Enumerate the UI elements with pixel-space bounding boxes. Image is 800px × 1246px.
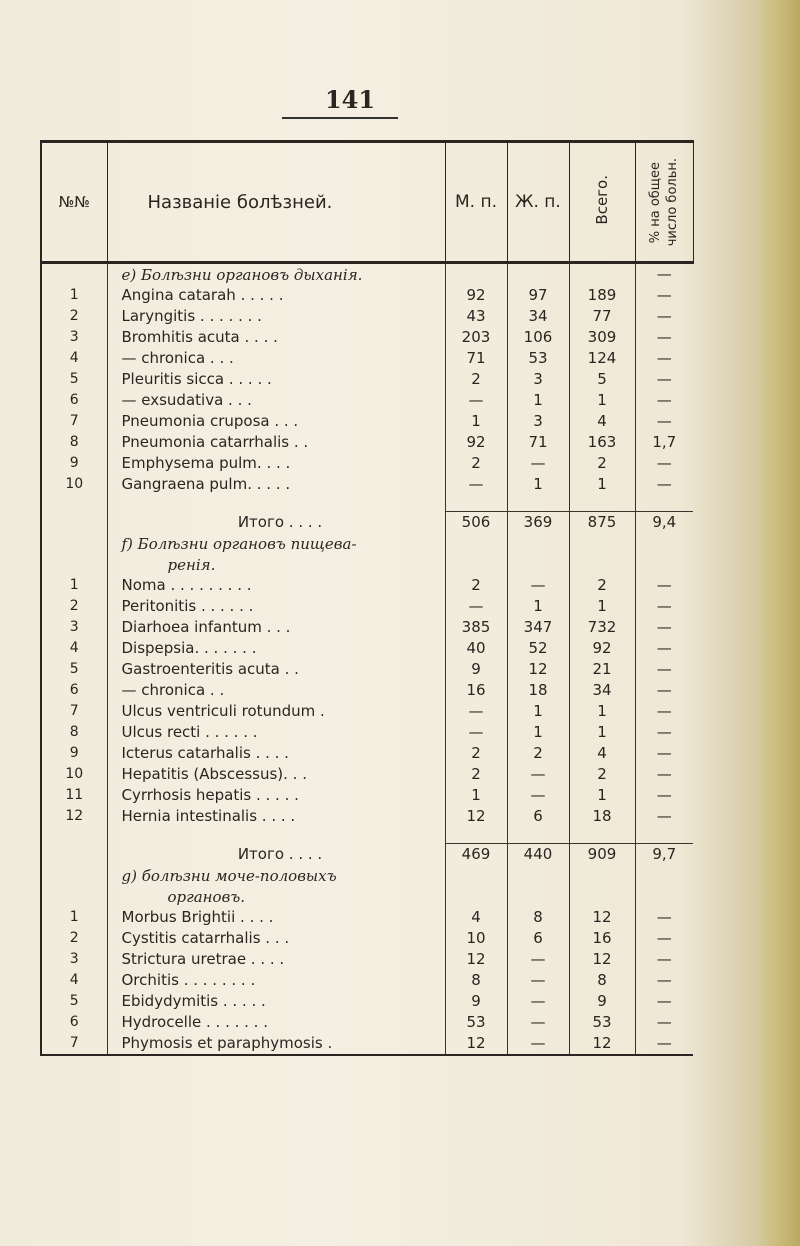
percent-value: — xyxy=(635,369,693,390)
disease-name: Icterus catarhalis . . . . xyxy=(107,743,445,764)
percent-value: — xyxy=(635,453,693,474)
disease-name: Gastroenteritis acuta . . xyxy=(107,659,445,680)
row-number-empty xyxy=(41,263,107,286)
total-count: 2 xyxy=(569,575,635,596)
male-empty xyxy=(445,554,507,575)
male-count: 53 xyxy=(445,1012,507,1033)
total-count: 163 xyxy=(569,432,635,453)
spacer-cell xyxy=(507,495,569,512)
female-count: — xyxy=(507,949,569,970)
section-title: ренія. xyxy=(107,554,445,575)
disease-name: Strictura uretrae . . . . xyxy=(107,949,445,970)
percent-total: 9,7 xyxy=(635,844,693,866)
row-number: 7 xyxy=(41,1033,107,1055)
row-number: 2 xyxy=(41,596,107,617)
female-count: 53 xyxy=(507,348,569,369)
male-empty xyxy=(445,263,507,286)
male-count: 1 xyxy=(445,785,507,806)
spacer-cell xyxy=(41,495,107,512)
page-number: 141 xyxy=(324,85,376,114)
percent-value: — xyxy=(635,949,693,970)
total-count: 5 xyxy=(569,369,635,390)
table-body xyxy=(41,263,693,1056)
row-number-empty xyxy=(41,865,107,886)
spacer-cell xyxy=(445,495,507,512)
disease-name: — exsudativa . . . xyxy=(107,390,445,411)
spacer-cell xyxy=(569,495,635,512)
row-number-empty xyxy=(41,533,107,554)
header-number: №№ xyxy=(41,142,107,263)
percent-value: — xyxy=(635,659,693,680)
header-total xyxy=(569,142,635,263)
row-number: 9 xyxy=(41,743,107,764)
row-number: 11 xyxy=(41,785,107,806)
row-number-empty xyxy=(41,512,107,534)
disease-name: Gangraena pulm. . . . . xyxy=(107,474,445,495)
row-number-empty xyxy=(41,886,107,907)
female-empty xyxy=(507,554,569,575)
spacer-row xyxy=(41,495,693,512)
male-count: — xyxy=(445,474,507,495)
disease-name: Angina catarah . . . . . xyxy=(107,285,445,306)
male-count: 12 xyxy=(445,949,507,970)
male-count: 8 xyxy=(445,970,507,991)
spacer-cell xyxy=(635,495,693,512)
female-count: 3 xyxy=(507,411,569,432)
percent-value: — xyxy=(635,806,693,827)
row-number: 1 xyxy=(41,575,107,596)
row-number: 5 xyxy=(41,659,107,680)
disease-name: — chronica . . . xyxy=(107,348,445,369)
female-count: 2 xyxy=(507,743,569,764)
percent-value: — xyxy=(635,764,693,785)
total-row xyxy=(41,844,693,866)
total-count: 8 xyxy=(569,970,635,991)
male-empty xyxy=(445,533,507,554)
spacer-row xyxy=(41,827,693,844)
male-total: 506 xyxy=(445,512,507,534)
male-count: — xyxy=(445,701,507,722)
table-row xyxy=(41,1033,693,1055)
table-row xyxy=(41,306,693,327)
table-row xyxy=(41,907,693,928)
row-number-empty xyxy=(41,554,107,575)
table-row xyxy=(41,617,693,638)
male-count: 10 xyxy=(445,928,507,949)
disease-name: Cystitis catarrhalis . . . xyxy=(107,928,445,949)
male-count: — xyxy=(445,596,507,617)
total-count: 92 xyxy=(569,638,635,659)
female-count: — xyxy=(507,1033,569,1055)
spacer-cell xyxy=(107,827,445,844)
spacer-cell xyxy=(635,827,693,844)
total-count: 1 xyxy=(569,722,635,743)
percent-value: — xyxy=(635,327,693,348)
total-count: 9 xyxy=(569,991,635,1012)
total-count: 1 xyxy=(569,596,635,617)
row-number: 4 xyxy=(41,638,107,659)
spacer-cell xyxy=(507,827,569,844)
total-count: 12 xyxy=(569,1033,635,1055)
male-count: 12 xyxy=(445,806,507,827)
table-row xyxy=(41,949,693,970)
header-percent-line1: % на общее xyxy=(648,161,663,243)
table-row xyxy=(41,1012,693,1033)
header-female: Ж. п. xyxy=(507,142,569,263)
female-count: 1 xyxy=(507,390,569,411)
total-count: 53 xyxy=(569,1012,635,1033)
male-count: 2 xyxy=(445,453,507,474)
female-empty xyxy=(507,865,569,886)
disease-name: — chronica . . xyxy=(107,680,445,701)
percent-value: — xyxy=(635,785,693,806)
disease-name: Emphysema pulm. . . . xyxy=(107,453,445,474)
percent-cell: — xyxy=(635,263,693,286)
female-count: — xyxy=(507,1012,569,1033)
row-number: 6 xyxy=(41,1012,107,1033)
percent-total: 9,4 xyxy=(635,512,693,534)
male-count: — xyxy=(445,390,507,411)
female-count: 12 xyxy=(507,659,569,680)
percent-value: 1,7 xyxy=(635,432,693,453)
percent-value: — xyxy=(635,390,693,411)
female-empty xyxy=(507,263,569,286)
row-number: 6 xyxy=(41,680,107,701)
row-number: 9 xyxy=(41,453,107,474)
male-count: 12 xyxy=(445,1033,507,1055)
row-number: 2 xyxy=(41,306,107,327)
table-header xyxy=(41,142,693,263)
female-count: 1 xyxy=(507,596,569,617)
header-rule xyxy=(282,117,398,119)
female-count: — xyxy=(507,575,569,596)
table-row xyxy=(41,722,693,743)
header-percent xyxy=(635,142,693,263)
total-empty xyxy=(569,263,635,286)
section-title: e) Болѣзни органовъ дыханія. xyxy=(107,263,445,286)
row-number: 7 xyxy=(41,701,107,722)
female-count: 6 xyxy=(507,928,569,949)
total-count: 18 xyxy=(569,806,635,827)
male-total: 469 xyxy=(445,844,507,866)
percent-cell xyxy=(635,533,693,554)
female-count: 18 xyxy=(507,680,569,701)
section-title-row xyxy=(41,886,693,907)
total-count: 2 xyxy=(569,764,635,785)
total-row xyxy=(41,512,693,534)
female-count: 1 xyxy=(507,722,569,743)
section-title-row xyxy=(41,554,693,575)
disease-name: Diarhoea infantum . . . xyxy=(107,617,445,638)
table-row xyxy=(41,411,693,432)
disease-name: Pleuritis sicca . . . . . xyxy=(107,369,445,390)
disease-name: Hepatitis (Abscessus). . . xyxy=(107,764,445,785)
disease-name: Hydrocelle . . . . . . . xyxy=(107,1012,445,1033)
male-count: 2 xyxy=(445,575,507,596)
total-count: 1 xyxy=(569,701,635,722)
male-count: 92 xyxy=(445,285,507,306)
female-count: — xyxy=(507,970,569,991)
table-row xyxy=(41,369,693,390)
percent-value: — xyxy=(635,680,693,701)
disease-name: Ebidydymitis . . . . . xyxy=(107,991,445,1012)
male-count: 203 xyxy=(445,327,507,348)
section-title-row xyxy=(41,533,693,554)
disease-name: Hernia intestinalis . . . . xyxy=(107,806,445,827)
total-empty xyxy=(569,886,635,907)
row-number: 8 xyxy=(41,722,107,743)
male-count: 2 xyxy=(445,369,507,390)
male-count: 2 xyxy=(445,743,507,764)
female-count: — xyxy=(507,991,569,1012)
table-row xyxy=(41,638,693,659)
male-empty xyxy=(445,886,507,907)
disease-name: Laryngitis . . . . . . . xyxy=(107,306,445,327)
row-number: 4 xyxy=(41,348,107,369)
disease-name: Dispepsia. . . . . . . xyxy=(107,638,445,659)
row-number: 1 xyxy=(41,907,107,928)
male-count: 9 xyxy=(445,659,507,680)
female-count: 3 xyxy=(507,369,569,390)
row-number: 6 xyxy=(41,390,107,411)
percent-value: — xyxy=(635,596,693,617)
female-count: 8 xyxy=(507,907,569,928)
percent-value: — xyxy=(635,348,693,369)
table-row xyxy=(41,806,693,827)
male-count: 1 xyxy=(445,411,507,432)
header-male: М. п. xyxy=(445,142,507,263)
table-row xyxy=(41,390,693,411)
disease-name: Noma . . . . . . . . . xyxy=(107,575,445,596)
total-count: 309 xyxy=(569,327,635,348)
table-row xyxy=(41,659,693,680)
total-empty xyxy=(569,865,635,886)
row-number: 10 xyxy=(41,764,107,785)
percent-value: — xyxy=(635,411,693,432)
female-total: 440 xyxy=(507,844,569,866)
percent-value: — xyxy=(635,617,693,638)
percent-value: — xyxy=(635,701,693,722)
header-disease-name: Названіе болѣзней. xyxy=(107,142,445,263)
female-empty xyxy=(507,886,569,907)
total-count: 4 xyxy=(569,743,635,764)
section-title-row xyxy=(41,263,693,286)
row-number: 5 xyxy=(41,991,107,1012)
percent-value: — xyxy=(635,474,693,495)
total-count: 4 xyxy=(569,411,635,432)
row-number: 5 xyxy=(41,369,107,390)
percent-value: — xyxy=(635,907,693,928)
table-row xyxy=(41,970,693,991)
female-count: 1 xyxy=(507,474,569,495)
disease-table xyxy=(40,140,694,1056)
row-number: 7 xyxy=(41,411,107,432)
table-row xyxy=(41,285,693,306)
percent-cell xyxy=(635,886,693,907)
table-row xyxy=(41,327,693,348)
header-percent-line2: число больн. xyxy=(665,157,680,247)
female-count: 97 xyxy=(507,285,569,306)
table-row xyxy=(41,432,693,453)
total-count: 12 xyxy=(569,949,635,970)
male-count: 4 xyxy=(445,907,507,928)
male-count: 43 xyxy=(445,306,507,327)
row-number: 8 xyxy=(41,432,107,453)
female-count: 1 xyxy=(507,701,569,722)
female-count: — xyxy=(507,785,569,806)
total-count: 34 xyxy=(569,680,635,701)
row-number: 4 xyxy=(41,970,107,991)
total-count: 732 xyxy=(569,617,635,638)
page-edge xyxy=(758,0,800,1246)
male-count: 92 xyxy=(445,432,507,453)
spacer-cell xyxy=(41,827,107,844)
total-count: 16 xyxy=(569,928,635,949)
row-number: 3 xyxy=(41,617,107,638)
table-row xyxy=(41,743,693,764)
female-count: 34 xyxy=(507,306,569,327)
disease-name: Pneumonia cruposa . . . xyxy=(107,411,445,432)
male-count: 16 xyxy=(445,680,507,701)
disease-name: Cyrrhosis hepatis . . . . . xyxy=(107,785,445,806)
section-title: g) болѣзни моче-половыхъ xyxy=(107,865,445,886)
percent-value: — xyxy=(635,306,693,327)
table-row xyxy=(41,474,693,495)
spacer-cell xyxy=(445,827,507,844)
total-count: 2 xyxy=(569,453,635,474)
spacer-cell xyxy=(569,827,635,844)
percent-value: — xyxy=(635,575,693,596)
table-row xyxy=(41,348,693,369)
total-empty xyxy=(569,533,635,554)
disease-name: Phymosis et paraphymosis . xyxy=(107,1033,445,1055)
grand-total: 875 xyxy=(569,512,635,534)
table-row xyxy=(41,764,693,785)
male-count: 385 xyxy=(445,617,507,638)
female-empty xyxy=(507,533,569,554)
percent-value: — xyxy=(635,1033,693,1055)
male-count: 2 xyxy=(445,764,507,785)
percent-cell xyxy=(635,865,693,886)
female-count: 347 xyxy=(507,617,569,638)
row-number: 2 xyxy=(41,928,107,949)
disease-name: Bromhitis acuta . . . . xyxy=(107,327,445,348)
grand-total: 909 xyxy=(569,844,635,866)
disease-name: Morbus Brightii . . . . xyxy=(107,907,445,928)
total-count: 21 xyxy=(569,659,635,680)
female-count: — xyxy=(507,764,569,785)
table-row xyxy=(41,701,693,722)
female-count: 106 xyxy=(507,327,569,348)
total-empty xyxy=(569,554,635,575)
row-number-empty xyxy=(41,844,107,866)
male-count: — xyxy=(445,722,507,743)
row-number: 10 xyxy=(41,474,107,495)
male-count: 40 xyxy=(445,638,507,659)
section-title: органовъ. xyxy=(107,886,445,907)
male-count: 9 xyxy=(445,991,507,1012)
total-count: 77 xyxy=(569,306,635,327)
table-row xyxy=(41,596,693,617)
row-number: 3 xyxy=(41,327,107,348)
disease-name: Peritonitis . . . . . . xyxy=(107,596,445,617)
total-count: 12 xyxy=(569,907,635,928)
percent-value: — xyxy=(635,991,693,1012)
table-row xyxy=(41,575,693,596)
female-count: 71 xyxy=(507,432,569,453)
female-count: 52 xyxy=(507,638,569,659)
spacer-cell xyxy=(107,495,445,512)
table-row xyxy=(41,928,693,949)
row-number: 1 xyxy=(41,285,107,306)
total-label: Итого . . . . xyxy=(107,512,445,534)
male-count: 71 xyxy=(445,348,507,369)
total-label: Итого . . . . xyxy=(107,844,445,866)
percent-cell xyxy=(635,554,693,575)
percent-value: — xyxy=(635,928,693,949)
disease-name: Ulcus ventriculi rotundum . xyxy=(107,701,445,722)
percent-value: — xyxy=(635,285,693,306)
percent-value: — xyxy=(635,1012,693,1033)
disease-name: Ulcus recti . . . . . . xyxy=(107,722,445,743)
section-title: f) Болѣзни органовъ пищева- xyxy=(107,533,445,554)
percent-value: — xyxy=(635,638,693,659)
total-count: 1 xyxy=(569,390,635,411)
percent-value: — xyxy=(635,743,693,764)
table-row xyxy=(41,680,693,701)
female-count: 6 xyxy=(507,806,569,827)
section-title-row xyxy=(41,865,693,886)
total-count: 1 xyxy=(569,785,635,806)
total-count: 189 xyxy=(569,285,635,306)
table-row xyxy=(41,453,693,474)
row-number: 3 xyxy=(41,949,107,970)
disease-name: Pneumonia catarrhalis . . xyxy=(107,432,445,453)
disease-name: Orchitis . . . . . . . . xyxy=(107,970,445,991)
percent-value: — xyxy=(635,970,693,991)
percent-value: — xyxy=(635,722,693,743)
table-row xyxy=(41,991,693,1012)
header-total-label: Всего. xyxy=(593,175,611,225)
table-row xyxy=(41,785,693,806)
total-count: 124 xyxy=(569,348,635,369)
total-count: 1 xyxy=(569,474,635,495)
female-count: — xyxy=(507,453,569,474)
female-total: 369 xyxy=(507,512,569,534)
row-number: 12 xyxy=(41,806,107,827)
male-empty xyxy=(445,865,507,886)
